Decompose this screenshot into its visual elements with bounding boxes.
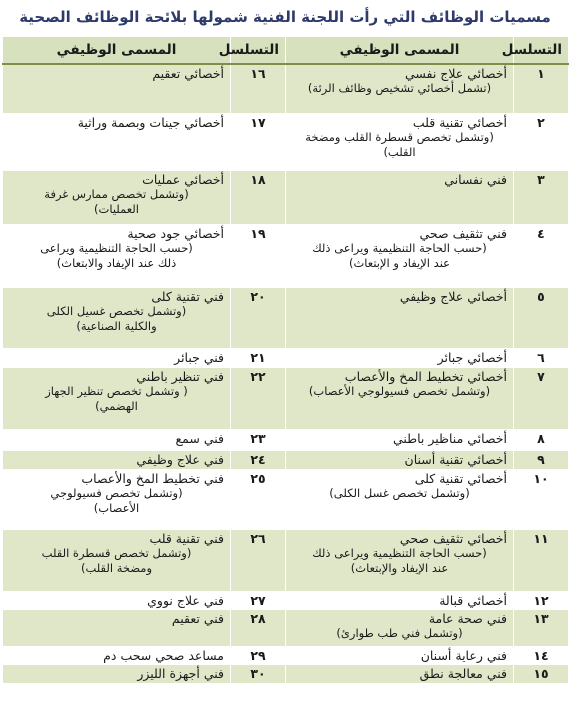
- sequence-number-left: ٢١: [231, 348, 286, 367]
- job-title-note: والكلية الصناعية): [76, 318, 157, 333]
- job-title-text: أخصائي تعقيم: [152, 66, 224, 81]
- job-title-note: (حسب الحاجة التنظيمية ويراعى: [40, 240, 193, 255]
- job-title-left: [3, 287, 231, 348]
- job-title-left: [3, 170, 231, 224]
- sequence-number-right: ١٢: [514, 591, 569, 609]
- sequence-number-left: ٢٦: [231, 529, 286, 591]
- sequence-number-right: ٩: [514, 450, 569, 469]
- job-title-left: [3, 367, 231, 429]
- sequence-number-left: ١٦: [231, 64, 286, 113]
- job-title-note: عند الإيفاد والإبتعاث): [350, 560, 449, 575]
- sequence-number-right: ١٣: [514, 609, 569, 646]
- job-title-note: الأعصاب): [93, 500, 140, 515]
- sequence-number-left: ٢٧: [231, 591, 286, 609]
- job-title-right: [286, 529, 514, 591]
- job-title-text: فني تثقيف صحي: [419, 225, 507, 241]
- table-row: [3, 113, 569, 170]
- job-title-right: [286, 609, 514, 646]
- header-seq-right: التسلسل: [514, 37, 569, 65]
- job-title-left: [3, 664, 231, 683]
- table-row: [3, 367, 569, 429]
- table-row: [3, 591, 569, 609]
- job-title-text: أخصائي تخطيط المخ والأعصاب: [344, 368, 507, 384]
- table-row: [3, 287, 569, 348]
- header-name-left: المسمى الوظيفي: [3, 37, 231, 65]
- job-title-text: أخصائي تقنية أسنان: [404, 451, 507, 467]
- job-title-note: (تشمل أخصائي تشخيص وظائف الرئة): [307, 81, 492, 95]
- job-title-text: أخصائي جود صحية: [127, 225, 224, 241]
- sequence-number-right: ٨: [514, 429, 569, 450]
- job-title-right: [286, 224, 514, 287]
- job-title-note: (وتشمل تخصص قسطرة القلب: [41, 545, 192, 560]
- job-title-text: فني علاج نووي: [147, 592, 224, 608]
- job-title-note: (وتشمل تخصص قسطرة القلب ومضخة: [305, 129, 494, 144]
- job-title-text: فني نفساني: [444, 171, 507, 187]
- sequence-number-left: ٢٠: [231, 287, 286, 348]
- header-name-right: المسمى الوظيفي: [286, 37, 514, 65]
- table-header-row: [3, 37, 569, 65]
- job-title-left: [3, 348, 231, 367]
- job-title-text: أخصائي تقنية قلب: [412, 114, 507, 130]
- sequence-number-right: ١٤: [514, 646, 569, 664]
- job-title-note: ( وتشمل تخصص تنظير الجهاز: [45, 383, 188, 398]
- job-title-text: فني تقنية قلب: [149, 530, 224, 546]
- job-title-note: ذلك عند الإيفاد والابتعاث): [56, 255, 177, 270]
- job-title-text: فني تعقيم: [171, 610, 224, 626]
- job-title-note: (حسب الحاجة التنظيمية ويراعى ذلك: [312, 545, 487, 560]
- job-title-text: أخصائي عمليات: [142, 171, 224, 187]
- job-title-text: فني تنظير باطني: [136, 368, 224, 384]
- header-seq-left: التسلسل: [231, 37, 286, 65]
- sequence-number-right: ١١: [514, 529, 569, 591]
- job-title-text: أخصائي جينات وبصمة وراثية: [77, 114, 224, 130]
- job-title-note: (وتشمل تخصص غسل الكلى): [329, 485, 470, 500]
- sequence-number-left: ٢٩: [231, 646, 286, 664]
- sequence-number-left: ١٩: [231, 224, 286, 287]
- table-row: [3, 224, 569, 287]
- job-title-note: عند الإيفاد و الإبتعاث): [348, 255, 451, 270]
- sequence-number-right: ٦: [514, 348, 569, 367]
- job-title-note: القلب): [383, 144, 416, 159]
- job-title-text: فني سمع: [175, 430, 224, 446]
- job-title-right: [286, 64, 514, 113]
- job-title-right: [286, 170, 514, 224]
- job-title-right: [286, 429, 514, 450]
- job-title-note: الهضمي): [95, 398, 138, 413]
- job-title-note: ومضخة القلب): [80, 560, 153, 575]
- table-row: [3, 64, 569, 113]
- sequence-number-right: ١: [514, 64, 569, 113]
- sequence-number-right: ١٠: [514, 469, 569, 529]
- job-title-left: [3, 224, 231, 287]
- sequence-number-right: ٤: [514, 224, 569, 287]
- job-title-text: أخصائي جبائر: [437, 349, 507, 365]
- table-row: [3, 529, 569, 591]
- job-title-text: أخصائي قبالة: [439, 592, 507, 608]
- table-row: [3, 664, 569, 683]
- job-title-text: فني صحة عامة: [428, 610, 507, 626]
- job-title-left: [3, 646, 231, 664]
- job-title-right: [286, 367, 514, 429]
- sequence-number-left: ١٧: [231, 113, 286, 170]
- job-title-note: (وتشمل فني طب طوارئ): [336, 625, 463, 640]
- job-title-text: فني علاج وظيفي: [136, 451, 224, 467]
- job-title-text: أخصائي علاج نفسي: [404, 66, 507, 81]
- sequence-number-left: ٣٠: [231, 664, 286, 683]
- table-row: [3, 429, 569, 450]
- sequence-number-right: ٧: [514, 367, 569, 429]
- job-titles-table: [2, 36, 569, 684]
- table-row: [3, 469, 569, 529]
- job-title-text: فني أجهزة الليزر: [137, 665, 224, 681]
- job-title-right: [286, 287, 514, 348]
- sequence-number-right: ٥: [514, 287, 569, 348]
- sequence-number-left: ٢٣: [231, 429, 286, 450]
- table-row: [3, 646, 569, 664]
- table-row: [3, 450, 569, 469]
- job-title-note: (وتشمل تخصص فسيولوجي: [50, 485, 183, 500]
- job-title-left: [3, 113, 231, 170]
- job-title-text: فني جبائر: [174, 349, 224, 365]
- job-title-left: [3, 591, 231, 609]
- sequence-number-left: ٢٢: [231, 367, 286, 429]
- sequence-number-right: ١٥: [514, 664, 569, 683]
- job-title-text: فني تخطيط المخ والأعصاب: [81, 470, 224, 486]
- table-row: [3, 170, 569, 224]
- page-title: مسميات الوظائف التي رأت اللجنة الفنية شمولها بلائحة الوظائف الصحية: [19, 8, 551, 26]
- job-title-right: [286, 113, 514, 170]
- job-title-text: أخصائي علاج وظيفي: [399, 288, 507, 304]
- job-title-text: أخصائي تثقيف صحي: [399, 530, 507, 546]
- job-title-text: أخصائي مناظير باطني: [392, 430, 507, 446]
- job-title-text: فني تقنية كلى: [151, 288, 224, 304]
- sequence-number-right: ٢: [514, 113, 569, 170]
- job-title-text: فني معالجة نطق: [419, 665, 507, 681]
- job-title-note: العمليات): [94, 201, 139, 216]
- job-title-note: (وتشمل تخصص غسيل الكلى: [46, 303, 187, 318]
- job-title-left: [3, 429, 231, 450]
- table-row: [3, 609, 569, 646]
- sequence-number-right: ٣: [514, 170, 569, 224]
- job-title-right: [286, 348, 514, 367]
- job-title-right: [286, 450, 514, 469]
- sequence-number-left: ٢٨: [231, 609, 286, 646]
- job-title-left: [3, 529, 231, 591]
- job-title-right: [286, 591, 514, 609]
- job-title-right: [286, 664, 514, 683]
- job-title-left: [3, 469, 231, 529]
- job-title-left: [3, 609, 231, 646]
- job-title-right: [286, 469, 514, 529]
- job-title-note: (وتشمل تخصص فسيولوجي الأعصاب): [308, 383, 491, 398]
- job-title-left: [3, 64, 231, 113]
- job-title-right: [286, 646, 514, 664]
- job-title-left: [3, 450, 231, 469]
- job-title-text: مساعد صحي سحب دم: [103, 647, 224, 663]
- job-title-text: فني رعاية أسنان: [420, 647, 507, 663]
- sequence-number-left: ٢٤: [231, 450, 286, 469]
- sequence-number-left: ١٨: [231, 170, 286, 224]
- job-title-note: (وتشمل تخصص ممارس غرفة: [44, 186, 189, 201]
- job-title-text: أخصائي تقنية كلى: [414, 470, 507, 486]
- job-title-note: (حسب الحاجة التنظيمية ويراعى ذلك: [312, 240, 487, 255]
- table-row: [3, 348, 569, 367]
- sequence-number-left: ٢٥: [231, 469, 286, 529]
